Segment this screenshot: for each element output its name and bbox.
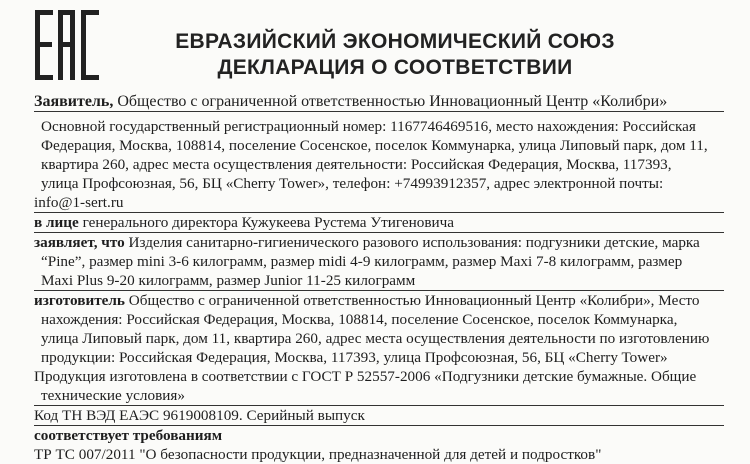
applicant-name: Общество с ограниченной ответственностью Инновационный Центр «Колибри» bbox=[117, 93, 668, 110]
applicant-details-line: улица Профсоюзная, 56, БЦ «Cherry Tower», телефон: +74993912357, адрес электронной почты: bbox=[41, 175, 664, 192]
manufacturer-row bbox=[34, 291, 724, 310]
declares-label: заявляет, что bbox=[34, 234, 125, 251]
manufacturer-line: нахождения: Российская Федерация, Москва, 108814, поселение Сосенское, поселок Коммунарка, bbox=[41, 311, 678, 328]
product-line: “Pine”, размер mini 3-6 килограмм, размер midi 4-9 килограмм, размер Maxi 7-8 килограмм, размер bbox=[41, 253, 683, 270]
applicant-row bbox=[34, 92, 724, 112]
declaration-body bbox=[34, 92, 724, 464]
standard-line: технические условия» bbox=[34, 386, 724, 406]
manufacturer-block bbox=[34, 291, 724, 367]
union-title: ЕВРАЗИЙСКИЙ ЭКОНОМИЧЕСКИЙ СОЮЗ bbox=[175, 30, 615, 53]
standard-line: Продукция изготовлена в соответствии с ГОСТ Р 52557-2006 «Подгузники детские бумажные. Общие bbox=[34, 368, 697, 385]
applicant-details-line: квартира 260, адрес места осуществления деятельности: Российская Федерация, Москва, 117393, bbox=[41, 156, 672, 173]
declares-text: Изделия санитарно-гигиенического разового использования: подгузники детские, марка bbox=[128, 234, 700, 251]
representative-row bbox=[34, 213, 724, 233]
manufacturer-text: Общество с ограниченной ответственностью Инновационный Центр «Колибри», Место bbox=[128, 292, 700, 309]
applicant-details bbox=[34, 117, 724, 213]
applicant-details-line: Федерация, Москва, 108814, поселение Сосенское, поселок Коммунарка, улица Липовый парк, дом 11, bbox=[41, 137, 708, 154]
requirements-label: соответствует требованиям bbox=[34, 427, 223, 444]
representative-text: генерального директора Кужукеева Рустема Утигеновича bbox=[82, 214, 455, 231]
declares-block bbox=[34, 233, 724, 291]
applicant-label: Заявитель, bbox=[34, 93, 114, 110]
applicant-details-line: Основной государственный регистрационный номер: 1167746469516, место нахождения: Российская bbox=[41, 118, 696, 135]
declaration-title: ДЕКЛАРАЦИЯ О СООТВЕТСТВИИ bbox=[217, 56, 573, 79]
manufacturer-line: улица Липовый парк, дом 11, квартира 260, адрес места осуществления деятельности по изготовлению bbox=[41, 330, 710, 347]
manufacturer-label: изготовитель bbox=[34, 292, 125, 309]
product-line: Maxi Plus 9-20 килограмм, размер Junior 11-25 килограмм bbox=[34, 271, 724, 291]
applicant-email: info@1-sert.ru bbox=[34, 193, 724, 213]
representative-label: в лице bbox=[34, 214, 79, 231]
customs-code: Код ТН ВЭД ЕАЭС 9619008109. Серийный выпуск bbox=[34, 406, 724, 426]
manufacturer-line: продукции: Российская Федерация, Москва, 117393, улица Профсоюзная, 56, БЦ «Cherry Tower» bbox=[41, 349, 668, 366]
regulation-text: ТР ТС 007/2011 "О безопасности продукции, предназначенной для детей и подростков" bbox=[34, 446, 602, 463]
declares-row bbox=[34, 233, 724, 252]
standard-block bbox=[34, 367, 724, 406]
